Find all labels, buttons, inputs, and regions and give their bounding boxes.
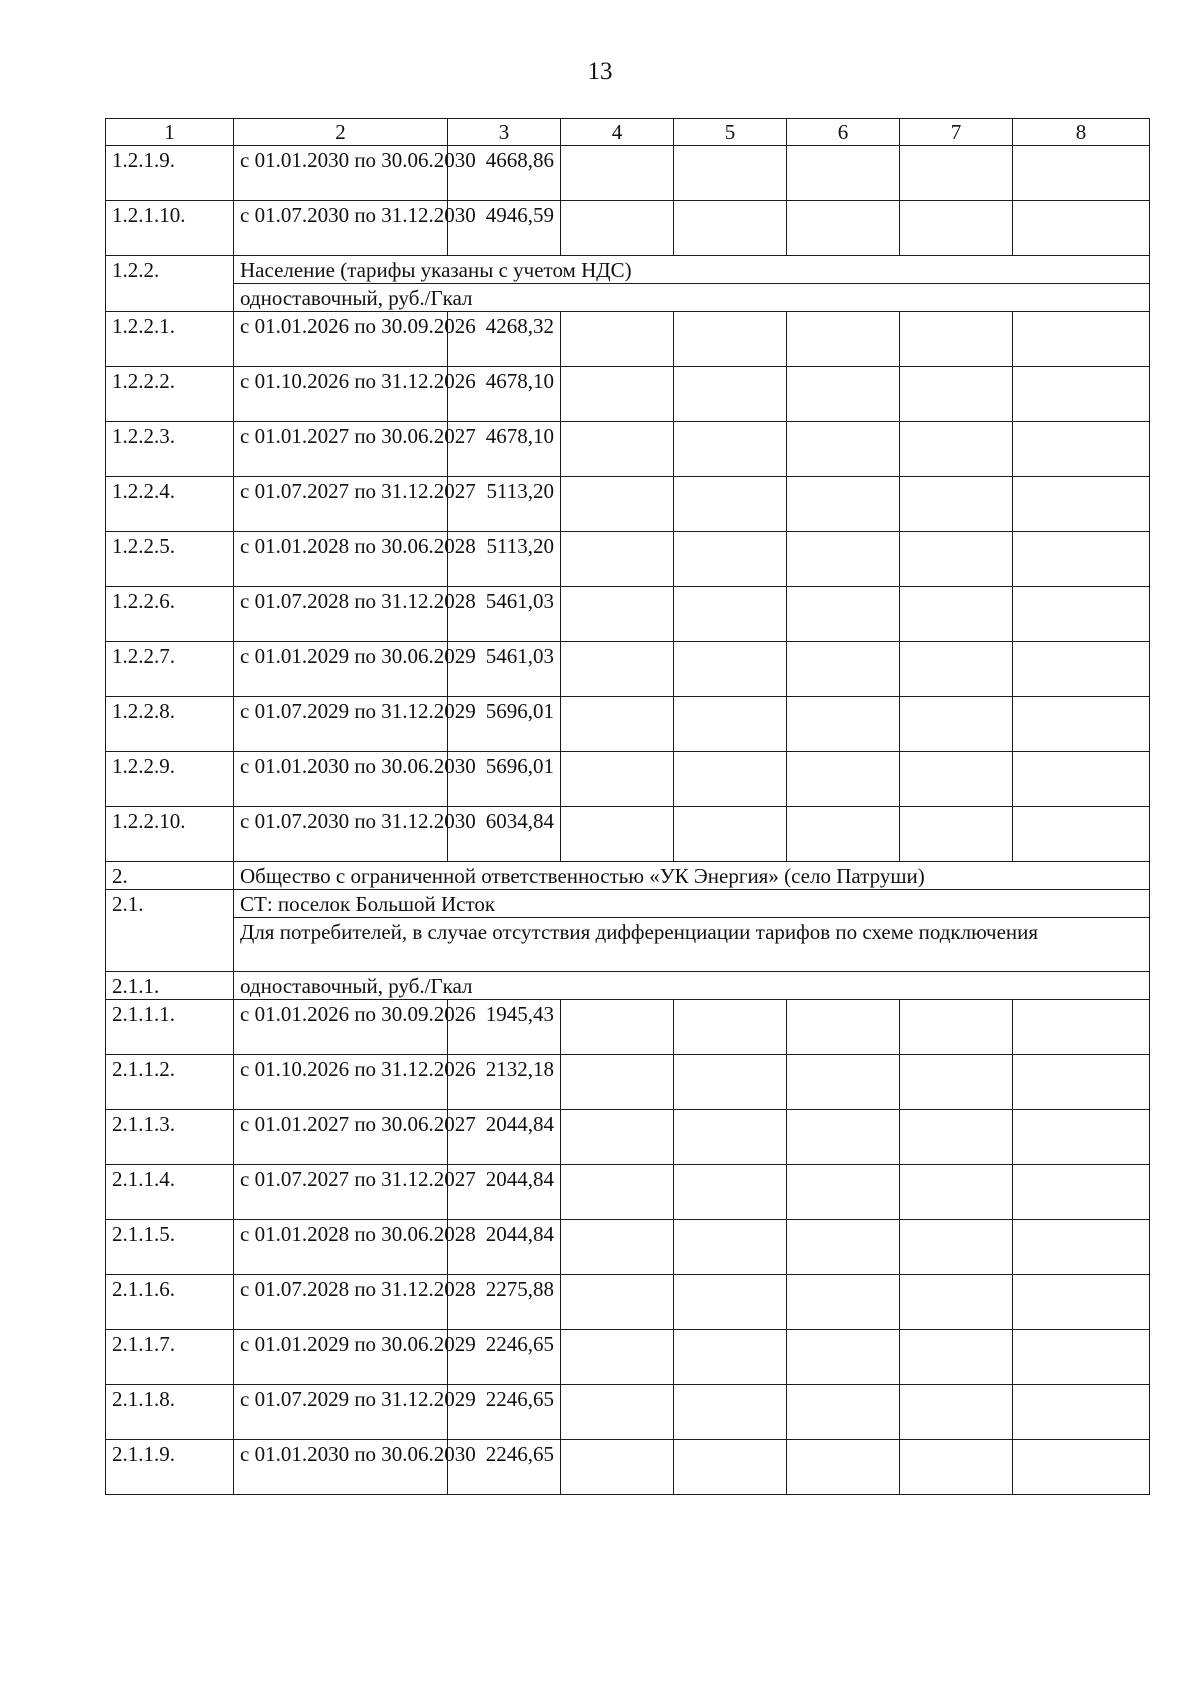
empty-cell [787,1330,900,1385]
unit-row [106,972,1150,1000]
empty-cell [561,642,674,697]
row-number-cell: 1.2.2.9. [106,752,234,807]
table-row [106,1275,1150,1330]
table-row [106,697,1150,752]
empty-cell [674,1220,787,1275]
note-cell: Для потребителей, в случае отсутствия дифференциации тарифов по схеме подключения [234,918,1150,972]
empty-cell [787,201,900,256]
empty-cell [674,1440,787,1495]
row-number-cell: 1.2.2.10. [106,807,234,862]
empty-cell [561,312,674,367]
empty-cell [674,312,787,367]
empty-cell [674,1275,787,1330]
empty-cell [787,697,900,752]
empty-cell [674,422,787,477]
empty-cell [900,1000,1013,1055]
tariff-value-cell: 2044,84 [448,1165,561,1220]
empty-cell [1013,1220,1150,1275]
tariff-value-cell: 5696,01 [448,752,561,807]
empty-cell [674,1385,787,1440]
row-number-cell: 1.2.2.3. [106,422,234,477]
empty-cell [1013,752,1150,807]
empty-cell [561,1440,674,1495]
row-number-cell: 2.1.1.6. [106,1275,234,1330]
period-cell: с 01.01.2026 по 30.09.2026 [234,312,448,367]
empty-cell [561,146,674,201]
empty-cell [900,1275,1013,1330]
empty-cell [900,367,1013,422]
empty-cell [900,587,1013,642]
empty-cell [561,1000,674,1055]
empty-cell [674,752,787,807]
empty-cell [1013,146,1150,201]
empty-cell [787,587,900,642]
empty-cell [674,642,787,697]
group-header-row [106,256,1150,284]
row-number-cell: 2.1.1.3. [106,1110,234,1165]
tariff-value-cell: 4678,10 [448,422,561,477]
empty-cell [787,1000,900,1055]
empty-cell [561,1275,674,1330]
tariff-value-cell: 5696,01 [448,697,561,752]
group-title-cell: Население (тарифы указаны с учетом НДС) [234,256,1150,284]
table-row [106,1220,1150,1275]
empty-cell [674,1330,787,1385]
empty-cell [787,642,900,697]
column-header: 8 [1013,119,1150,146]
empty-cell [900,697,1013,752]
empty-cell [787,1220,900,1275]
tariff-value-cell: 5113,20 [448,477,561,532]
empty-cell [1013,1440,1150,1495]
period-cell: с 01.01.2028 по 30.06.2028 [234,1220,448,1275]
unit-cell: одноставочный, руб./Гкал [234,284,1150,312]
table-row [106,422,1150,477]
empty-cell [674,587,787,642]
unit-row [106,284,1150,312]
table-row [106,367,1150,422]
empty-cell [900,1165,1013,1220]
empty-cell [900,1440,1013,1495]
empty-cell [1013,477,1150,532]
period-cell: с 01.01.2027 по 30.06.2027 [234,1110,448,1165]
empty-cell [787,1440,900,1495]
empty-cell [1013,587,1150,642]
empty-cell [900,477,1013,532]
empty-cell [674,1055,787,1110]
group-number-cell: 1.2.2. [106,256,234,312]
table-row [106,312,1150,367]
tariff-value-cell: 2132,18 [448,1055,561,1110]
empty-cell [787,422,900,477]
period-cell: с 01.07.2027 по 31.12.2027 [234,1165,448,1220]
period-cell: с 01.01.2029 по 30.06.2029 [234,1330,448,1385]
empty-cell [674,532,787,587]
period-cell: с 01.07.2029 по 31.12.2029 [234,697,448,752]
row-number-cell: 1.2.2.6. [106,587,234,642]
empty-cell [674,146,787,201]
empty-cell [900,1330,1013,1385]
column-header: 3 [448,119,561,146]
period-cell: с 01.01.2030 по 30.06.2030 [234,146,448,201]
empty-cell [674,1165,787,1220]
empty-cell [787,477,900,532]
table-row [106,201,1150,256]
row-number-cell: 1.2.2.1. [106,312,234,367]
table-row [106,1440,1150,1495]
empty-cell [1013,367,1150,422]
empty-cell [561,201,674,256]
tariff-value-cell: 6034,84 [448,807,561,862]
row-number-cell: 1.2.2.8. [106,697,234,752]
row-number-cell: 1.2.1.10. [106,201,234,256]
empty-cell [787,367,900,422]
tariff-value-cell: 4946,59 [448,201,561,256]
row-number-cell: 2.1.1.8. [106,1385,234,1440]
table-row [106,477,1150,532]
empty-cell [900,312,1013,367]
period-cell: с 01.07.2030 по 31.12.2030 [234,201,448,256]
table-row [106,752,1150,807]
row-number-cell: 2.1.1.7. [106,1330,234,1385]
period-cell: с 01.01.2027 по 30.06.2027 [234,422,448,477]
empty-cell [1013,532,1150,587]
empty-cell [674,477,787,532]
period-cell: с 01.07.2029 по 31.12.2029 [234,1385,448,1440]
empty-cell [1013,1330,1150,1385]
row-number-cell: 1.2.2.5. [106,532,234,587]
column-header: 2 [234,119,448,146]
empty-cell [787,146,900,201]
tariff-table-body [106,119,1150,1495]
tariff-table [105,118,1150,1495]
empty-cell [1013,1000,1150,1055]
empty-cell [900,807,1013,862]
column-header: 4 [561,119,674,146]
empty-cell [561,807,674,862]
empty-cell [787,1110,900,1165]
empty-cell [561,752,674,807]
row-number-cell: 2.1.1.9. [106,1440,234,1495]
empty-cell [787,752,900,807]
empty-cell [1013,422,1150,477]
empty-cell [674,807,787,862]
empty-cell [674,1110,787,1165]
empty-cell [787,1385,900,1440]
empty-cell [1013,1385,1150,1440]
empty-cell [1013,807,1150,862]
empty-cell [561,1110,674,1165]
column-header: 5 [674,119,787,146]
empty-cell [900,1055,1013,1110]
empty-cell [787,312,900,367]
period-cell: с 01.10.2026 по 31.12.2026 [234,1055,448,1110]
empty-cell [787,807,900,862]
table-row [106,807,1150,862]
column-header: 7 [900,119,1013,146]
subsection-number-cell: 2.1. [106,890,234,972]
table-row [106,1000,1150,1055]
empty-cell [674,367,787,422]
empty-cell [1013,1275,1150,1330]
empty-cell [1013,312,1150,367]
table-row [106,1165,1150,1220]
empty-cell [561,367,674,422]
empty-cell [900,532,1013,587]
empty-cell [561,477,674,532]
empty-cell [561,1055,674,1110]
tariff-value-cell: 2275,88 [448,1275,561,1330]
tariff-value-cell: 2044,84 [448,1220,561,1275]
empty-cell [900,752,1013,807]
table-header-row [106,119,1150,146]
period-cell: с 01.07.2028 по 31.12.2028 [234,587,448,642]
empty-cell [561,1165,674,1220]
table-row [106,146,1150,201]
empty-cell [561,532,674,587]
empty-cell [787,1165,900,1220]
table-row [106,1055,1150,1110]
group-number-cell: 2.1.1. [106,972,234,1000]
tariff-value-cell: 1945,43 [448,1000,561,1055]
empty-cell [561,697,674,752]
row-number-cell: 1.2.2.7. [106,642,234,697]
empty-cell [1013,201,1150,256]
empty-cell [900,642,1013,697]
tariff-value-cell: 4668,86 [448,146,561,201]
tariff-value-cell: 2246,65 [448,1440,561,1495]
unit-cell: одноставочный, руб./Гкал [234,972,1150,1000]
tariff-value-cell: 5113,20 [448,532,561,587]
empty-cell [1013,1110,1150,1165]
empty-cell [674,1000,787,1055]
empty-cell [900,1385,1013,1440]
column-header: 1 [106,119,234,146]
subsection-row [106,890,1150,918]
tariff-value-cell: 5461,03 [448,587,561,642]
period-cell: с 01.01.2030 по 30.06.2030 [234,1440,448,1495]
section-row [106,862,1150,890]
empty-cell [900,1220,1013,1275]
column-header: 6 [787,119,900,146]
empty-cell [561,422,674,477]
tariff-value-cell: 2246,65 [448,1385,561,1440]
subsection-title-cell: СТ: поселок Большой Исток [234,890,1150,918]
table-row [106,587,1150,642]
tariff-value-cell: 4678,10 [448,367,561,422]
empty-cell [674,201,787,256]
period-cell: с 01.01.2029 по 30.06.2029 [234,642,448,697]
empty-cell [900,146,1013,201]
empty-cell [561,1330,674,1385]
tariff-value-cell: 5461,03 [448,642,561,697]
table-row [106,1110,1150,1165]
empty-cell [1013,697,1150,752]
note-row [106,918,1150,972]
period-cell: с 01.07.2028 по 31.12.2028 [234,1275,448,1330]
page-number: 13 [587,58,613,85]
tariff-value-cell: 2246,65 [448,1330,561,1385]
empty-cell [561,1220,674,1275]
row-number-cell: 2.1.1.1. [106,1000,234,1055]
section-title-cell: Общество с ограниченной ответственностью «УК Энергия» (село Патруши) [234,862,1150,890]
empty-cell [1013,1165,1150,1220]
empty-cell [787,1055,900,1110]
section-number-cell: 2. [106,862,234,890]
period-cell: с 01.01.2026 по 30.09.2026 [234,1000,448,1055]
empty-cell [900,201,1013,256]
row-number-cell: 2.1.1.2. [106,1055,234,1110]
row-number-cell: 1.2.2.2. [106,367,234,422]
row-number-cell: 1.2.2.4. [106,477,234,532]
empty-cell [561,587,674,642]
empty-cell [787,532,900,587]
empty-cell [561,1385,674,1440]
empty-cell [1013,1055,1150,1110]
tariff-value-cell: 4268,32 [448,312,561,367]
table-row [106,642,1150,697]
period-cell: с 01.01.2030 по 30.06.2030 [234,752,448,807]
table-row [106,1330,1150,1385]
period-cell: с 01.07.2027 по 31.12.2027 [234,477,448,532]
row-number-cell: 2.1.1.5. [106,1220,234,1275]
empty-cell [900,422,1013,477]
period-cell: с 01.01.2028 по 30.06.2028 [234,532,448,587]
tariff-value-cell: 2044,84 [448,1110,561,1165]
empty-cell [1013,642,1150,697]
row-number-cell: 2.1.1.4. [106,1165,234,1220]
table-row [106,1385,1150,1440]
period-cell: с 01.10.2026 по 31.12.2026 [234,367,448,422]
empty-cell [900,1110,1013,1165]
empty-cell [674,697,787,752]
empty-cell [787,1275,900,1330]
period-cell: с 01.07.2030 по 31.12.2030 [234,807,448,862]
table-row [106,532,1150,587]
row-number-cell: 1.2.1.9. [106,146,234,201]
